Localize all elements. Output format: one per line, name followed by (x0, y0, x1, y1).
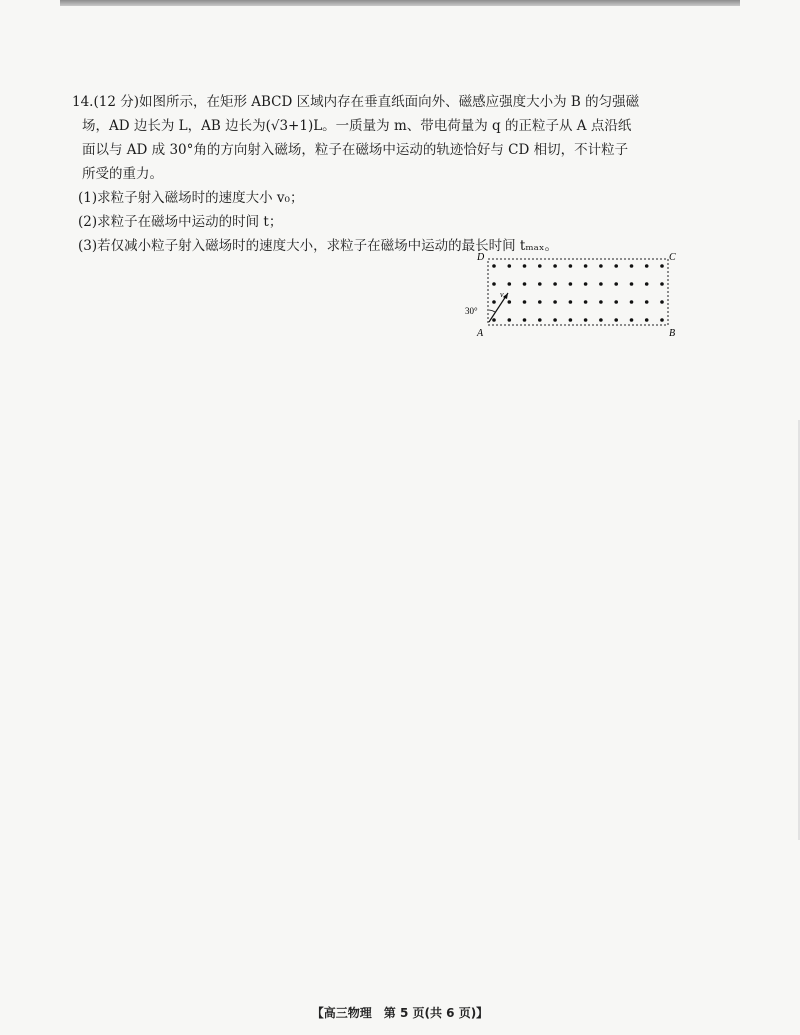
field-dot (523, 300, 527, 304)
field-dot (584, 264, 588, 268)
field-dot (599, 282, 603, 286)
field-dot (630, 318, 634, 322)
field-dot (614, 318, 618, 322)
field-dot (492, 318, 496, 322)
field-dot (553, 264, 557, 268)
field-dot (492, 300, 496, 304)
field-dot (614, 264, 618, 268)
field-dot (538, 318, 542, 322)
field-dot (523, 318, 527, 322)
field-dot (614, 282, 618, 286)
question-line-3: 面以与 AD 成 30°角的方向射入磁场，粒子在磁场中运动的轨迹恰好与 CD 相切，不计粒子 (82, 142, 629, 158)
field-dot (538, 282, 542, 286)
field-dot (645, 264, 649, 268)
label-angle: 30° (465, 306, 478, 316)
field-dot (538, 264, 542, 268)
field-dot (523, 282, 527, 286)
field-dot (645, 282, 649, 286)
field-dot (569, 300, 573, 304)
field-dot (569, 264, 573, 268)
magnetic-field-diagram (465, 250, 685, 340)
field-dot (614, 300, 618, 304)
field-dot (584, 282, 588, 286)
field-dot (538, 300, 542, 304)
page-footer: 【高三物理 第 5 页(共 6 页)】 (311, 1006, 489, 1020)
field-dot (630, 264, 634, 268)
field-dot (569, 282, 573, 286)
field-dot (584, 318, 588, 322)
field-dot (630, 282, 634, 286)
label-d: D (477, 252, 485, 263)
field-dot (553, 282, 557, 286)
label-b: B (669, 328, 676, 339)
field-dot (553, 300, 557, 304)
field-dot (508, 300, 512, 304)
field-dot (660, 318, 664, 322)
angle-arc (489, 310, 495, 312)
label-c: C (669, 252, 676, 263)
diagram-svg (465, 250, 685, 340)
sub-question-1: (1)求粒子射入磁场时的速度大小 v₀； (78, 190, 304, 206)
field-dots-group (492, 264, 664, 322)
field-dot (645, 300, 649, 304)
region-abcd-boundary (488, 259, 668, 325)
field-dot (660, 264, 664, 268)
question-line-2: 场，AD 边长为 L，AB 边长为(√3+1)L。一质量为 m、带电荷量为 q 的正粒子从 A 点沿纸 (82, 118, 632, 134)
question-line-4: 所受的重力。 (82, 166, 163, 182)
field-dot (553, 318, 557, 322)
field-dot (508, 318, 512, 322)
field-dot (492, 282, 496, 286)
field-dot (508, 264, 512, 268)
field-dot (630, 300, 634, 304)
sub-question-3: (3)若仅减小粒子射入磁场时的速度大小，求粒子在磁场中运动的最长时间 tₘₐₓ。 (78, 238, 559, 254)
sub-question-2: (2)求粒子在磁场中运动的时间 t； (78, 214, 283, 230)
field-dot (645, 318, 649, 322)
field-dot (508, 282, 512, 286)
question-14 (72, 90, 712, 258)
scan-top-band (60, 0, 740, 6)
field-dot (599, 264, 603, 268)
field-dot (599, 318, 603, 322)
question-line-1: 14.(12 分)如图所示，在矩形 ABCD 区域内存在垂直纸面向外、磁感应强度大小为 B 的匀强磁 (72, 94, 640, 110)
field-dot (569, 318, 573, 322)
label-a: A (477, 328, 484, 339)
field-dot (660, 300, 664, 304)
label-v0: v₀ (500, 290, 507, 299)
field-dot (523, 264, 527, 268)
field-dot (660, 282, 664, 286)
field-dot (584, 300, 588, 304)
field-dot (599, 300, 603, 304)
field-dot (492, 264, 496, 268)
